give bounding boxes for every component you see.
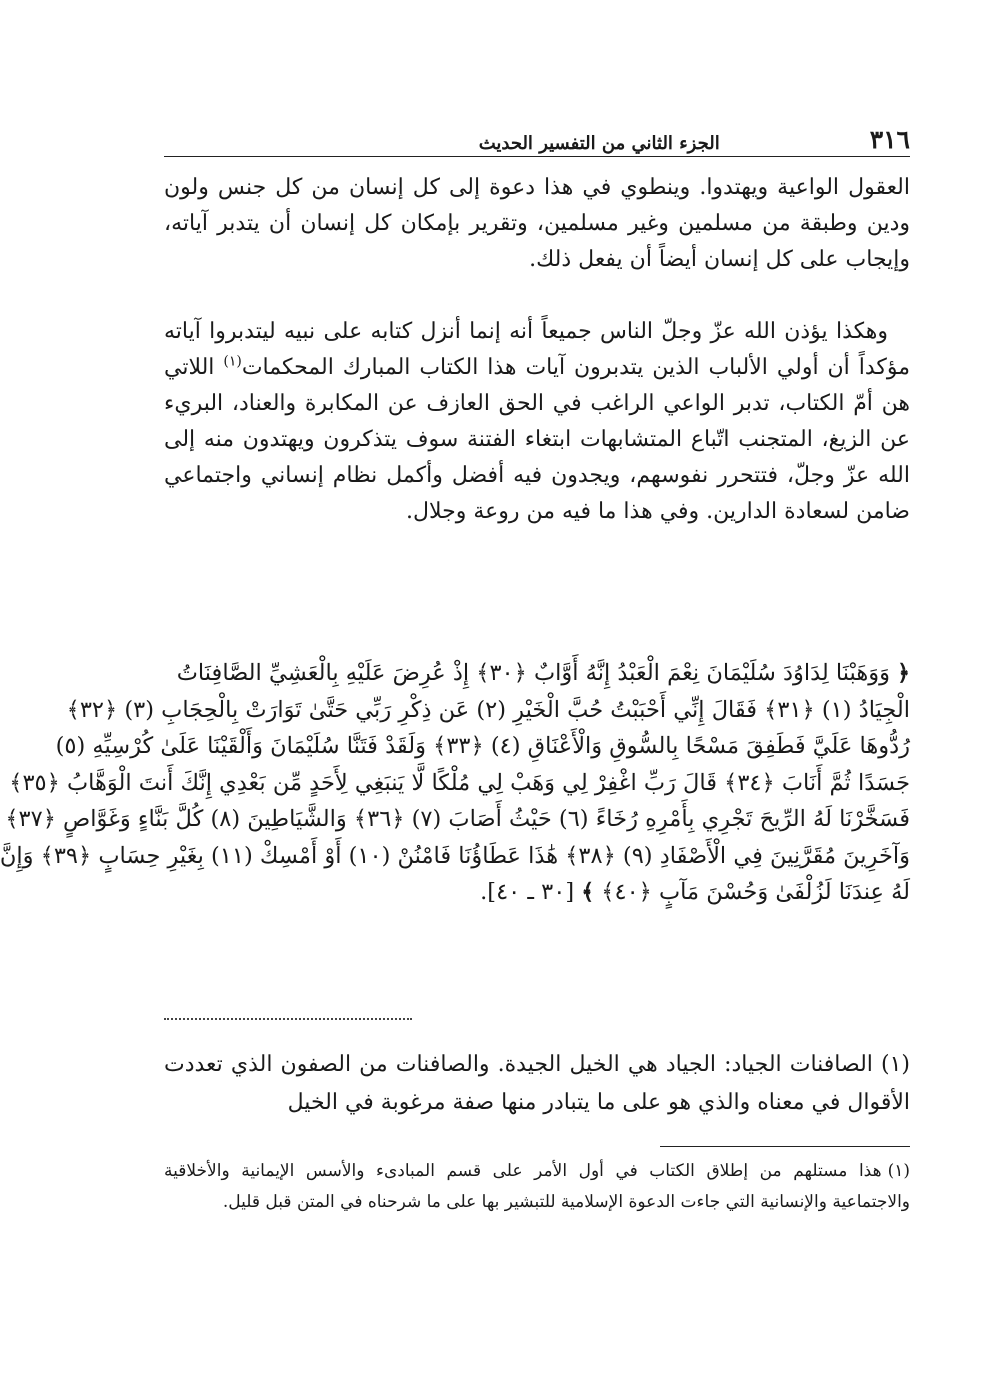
verse-line	[164, 874, 910, 911]
footnote-text: هذا مستلهم من إطلاق الكتاب في أول الأمر على قسم المبادىء والأسس الإيمانية والأخلاقية والاجتماعية والإنسانية التي جاءت الدعوة الإسلامية للتبشير بها على ما شرحناه في المتن قبل قليل.	[164, 1161, 910, 1212]
verse-close-bracket: ﴾	[581, 879, 595, 905]
paragraph-2	[164, 314, 910, 530]
footnote-rule	[660, 1146, 910, 1147]
commentary-note-text: (١) الصافنات الجياد: الجياد هي الخيل الجيدة. والصافنات من الصفون الذي تعددت الأقوال في معناه والذي هو على ما يتبادر منها صفة مرغوبة في الخيل	[164, 1052, 910, 1115]
header-rule	[164, 156, 910, 157]
verse-line: الْجِيَادُ (١) ﴿٣١﴾ فَقَالَ إِنِّي أَحْبَبْتُ حُبَّ الْخَيْرِ (٢) عَن ذِكْرِ رَبِّي حَتَّىٰ تَوَارَتْ بِالْحِجَابِ (٣) ﴿٣٢﴾	[66, 696, 910, 723]
page-number: ٣١٦	[869, 125, 910, 154]
running-title: الجزء الثاني من التفسير الحديث	[478, 133, 720, 154]
verse-line	[164, 655, 910, 692]
footnote-reference: (١)	[223, 353, 242, 370]
verse-citation: [٣٠ ـ ٤٠].	[480, 879, 575, 905]
footnote-number: (١)	[887, 1161, 910, 1181]
footnote	[164, 1156, 910, 1218]
verse-line: فَسَخَّرْنَا لَهُ الرِّيحَ تَجْرِي بِأَمْرِهِ رُخَاءً (٦) حَيْثُ أَصَابَ (٧) ﴿٣٦﴾ وَالشَّيَاطِينَ (٨) كُلَّ بَنَّاءٍ وَغَوَّاصٍ ﴿٣٧﴾	[5, 806, 910, 832]
page-header	[164, 120, 910, 154]
paragraph-1: العقول الواعية ويهتدوا. وينطوي في هذا دعوة إلى كل إنسان من كل جنس ولون ودين وطبقة من مسلمين وغير مسلمين، وتقرير بإمكان كل إنسان أن يتدبر آياته، وإيجاب على كل إنسان أيضاً أن يفعل ذلك.	[164, 175, 910, 272]
quran-verse-block	[0, 655, 910, 911]
verse-line: رُدُّوهَا عَلَيَّ فَطَفِقَ مَسْحًا بِالسُّوقِ وَالْأَعْنَاقِ (٤) ﴿٣٣﴾ وَلَقَدْ فَتَنَّا سُلَيْمَانَ وَأَلْقَيْنَا عَلَىٰ كُرْسِيِّهِ (٥)	[55, 733, 910, 759]
paragraph-2-part-2: اللاتي هن أمّ الكتاب، تدبر الواعي الراغب في الحق العازف عن المكابرة والعناد، البريء عن الزيغ، المتجنب اتّباع المتشابهات ابتغاء الفتنة سوف يتذكرون ويهتدون منه إلى الله عزّ وجلّ، فتتحرر نفوسهم، ويجدون فيه أفضل وأكمل نظام إنساني واجتماعي ضامن لسعادة الدارين. وفي هذا ما فيه من روعة وجلال.	[164, 355, 910, 524]
verse-line-text: لَهُ عِندَنَا لَزُلْفَىٰ وَحُسْنَ مَآبٍ ﴿٤٠﴾	[601, 879, 910, 905]
verse-line-text: وَوَهَبْنَا لِدَاوُدَ سُلَيْمَانَ نِعْمَ الْعَبْدُ إِنَّهُ أَوَّابٌ ﴿٣٠﴾ إِذْ عُرِضَ عَلَيْهِ بِالْعَشِيِّ الصَّافِنَاتُ	[176, 660, 890, 686]
footnote-paragraph	[164, 1156, 910, 1218]
paragraph-2-part-1: وهكذا يؤذن الله عزّ وجلّ الناس جميعاً أنه إنما أنزل كتابه على نبيه ليتدبروا آياته مؤكداً أن أولي الألباب الذين يتدبرون آيات هذا الكتاب المبارك المحكمات	[164, 319, 910, 380]
verse-open-bracket: ﴿	[897, 660, 910, 686]
commentary-note	[164, 1046, 910, 1122]
verse-line: جَسَدًا ثُمَّ أَنَابَ ﴿٣٤﴾ قَالَ رَبِّ اغْفِرْ لِي وَهَبْ لِي مُلْكًا لَّا يَنبَغِي لِأَحَدٍ مِّن بَعْدِي إِنَّكَ أَنتَ الْوَهَّابُ ﴿٣٥﴾	[9, 769, 910, 796]
verse-line: وَآخَرِينَ مُقَرَّنِينَ فِي الْأَصْفَادِ (٩) ﴿٣٨﴾ هَٰذَا عَطَاؤُنَا فَامْنُنْ (١٠) أَوْ أَمْسِكْ (١١) بِغَيْرِ حِسَابٍ ﴿٣٩﴾ وَإِنَّ	[0, 842, 910, 869]
dotted-separator	[164, 1018, 412, 1020]
